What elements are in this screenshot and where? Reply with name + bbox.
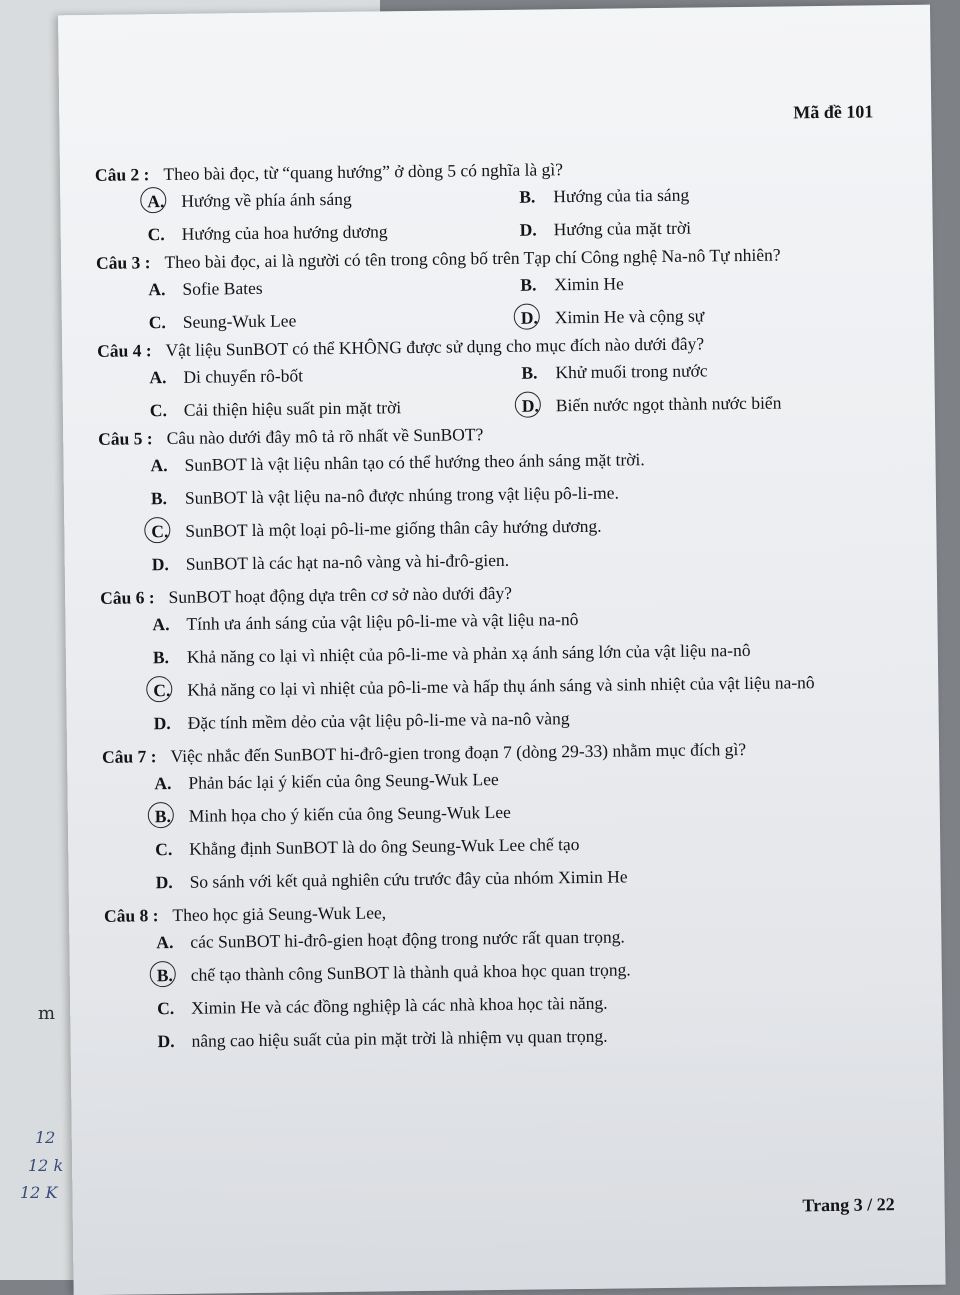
answer-option[interactable] [520,270,920,296]
answer-text: các SunBOT hi-đrô-gien hoạt động trong nước rất quan trọng. [190,926,625,952]
question-text: Vật liệu SunBOT có thể KHÔNG được sử dụng cho mục đích nào dưới đây? [165,333,705,361]
answer-text: chế tạo thành công SunBOT là thành quả khoa học quan trọng. [190,959,631,985]
answer-option[interactable] [152,545,890,575]
answer-letter: C. [155,838,173,860]
question-header [102,737,892,768]
question-text: SunBOT hoạt động dựa trên cơ sở nào dưới đây? [168,582,513,608]
answer-letter: B. [152,647,170,668]
answer-text: Hướng của tia sáng [553,184,690,207]
answer-letter: A. [147,191,175,212]
answer-letter: D. [155,871,173,893]
answer-text: SunBOT là một loại pô-li-me giống thân cây hướng dương. [185,515,602,541]
answer-letter: B. [155,806,183,827]
answer-option[interactable] [156,923,894,953]
answer-letter: B. [521,362,538,383]
answer-letter: A. [154,772,172,794]
question-text: Theo học giả Seung-Wuk Lee, [172,902,387,925]
answer-letter: C. [153,680,181,701]
page-number: Trang 3 / 22 [802,1194,895,1216]
answer-option[interactable] [154,764,892,794]
question-label: Câu 7 : [101,746,157,767]
exam-code: Mã đề 101 [793,101,874,123]
answer-text: Sofie Bates [182,277,263,299]
answer-letter: C. [151,521,179,542]
answer-option[interactable] [157,989,895,1019]
answer-options [154,764,893,893]
question [97,331,888,422]
answer-text: Tính ưa ánh sáng của vật liệu pô-li-me và vật liệu na-nô [186,609,579,634]
answer-option[interactable] [522,391,922,417]
answer-text: Hướng về phía ánh sáng [181,188,352,211]
answer-letter: C. [147,224,165,245]
question-header [104,896,894,927]
answer-text: Seung-Wuk Lee [182,310,297,332]
answer-option[interactable] [519,182,919,208]
answer-text: SunBOT là vật liệu na-nô được nhúng trong vật liệu pô-li-me. [184,482,619,508]
answer-text: SunBOT là các hạt na-nô vàng và hi-đrô-gien. [185,549,510,574]
question-header [100,578,890,609]
answer-letter: D. [522,395,550,416]
answer-option[interactable] [148,275,520,301]
question [96,243,887,334]
answer-text: Ximin He [554,273,624,295]
question-text: Việc nhắc đến SunBOT hi-đrô-gien trong đoạn 7 (dòng 29-33) nhằm mục đích gì? [170,738,747,767]
answer-letter: D. [153,713,171,734]
answer-option[interactable] [150,396,522,422]
answer-option[interactable] [156,863,894,893]
question [100,578,892,735]
answer-text: SunBOT là vật liệu nhân tạo có thể hướng theo ánh sáng mặt trời. [184,449,645,475]
answer-text: Khẳng định SunBOT là do ông Seung-Wuk Lee chế tạo [189,834,580,859]
answer-letter: C. [149,400,168,421]
answer-text: Khả năng co lại vì nhiệt của pô-li-me và phản xạ ánh sáng lớn của vật liệu na-nô [186,639,751,667]
answer-letter: B. [157,965,185,986]
margin-note: m [38,1003,56,1024]
margin-note: 12 [35,1128,56,1147]
question-text: Theo bài đọc, ai là người có tên trong công bố trên Tạp chí Công nghệ Na-nô Tự nhiên? [164,244,781,273]
answer-text: Minh họa cho ý kiến của ông Seung-Wuk Lee [188,801,511,826]
question-header [96,243,886,274]
answer-option[interactable] [157,956,895,986]
question-header [98,419,888,450]
question-header [97,331,887,362]
answer-option[interactable] [152,605,890,635]
answer-letter: A. [156,931,174,953]
answer-text: So sánh với kết quả nghiên cứu trước đây của nhóm Ximin He [189,866,628,892]
answer-options [148,270,887,333]
question-label: Câu 6 : [100,587,155,608]
answer-option[interactable] [520,215,920,241]
exam-page [58,5,946,1295]
answer-option[interactable] [153,638,891,668]
answer-letter: D. [519,219,537,240]
answer-letter: A. [148,279,166,300]
answer-option[interactable] [157,1022,895,1052]
answer-option[interactable] [151,479,889,509]
answer-option[interactable] [147,187,519,213]
question-label: Câu 3 : [95,252,151,273]
answer-options [150,446,889,575]
question [98,419,890,576]
answer-letter: D. [151,554,169,575]
answer-text: Phản bác lại ý kiến của ông Seung-Wuk Lee [188,769,499,793]
answer-text: Ximin He và các đồng nghiệp là các nhà khoa học tài năng. [191,992,608,1018]
margin-note: 12 k [28,1156,64,1175]
answer-letter: A. [150,455,168,476]
answer-option[interactable] [521,303,921,329]
answer-text: Khả năng co lại vì nhiệt của pô-li-me và hấp thụ ánh sáng và sinh nhiệt của vật liệu na-nô [187,672,815,700]
question-list [95,155,896,1065]
answer-letter: B. [520,274,537,295]
answer-text: Ximin He và cộng sự [554,305,705,328]
answer-letter: B. [150,488,168,509]
answer-options [156,923,895,1052]
answer-option[interactable] [521,358,921,384]
answer-text: Đặc tính mềm dẻo của vật liệu pô-li-me và na-nô vàng [187,708,570,733]
answer-letter: C. [157,997,175,1019]
answer-option[interactable] [148,220,520,246]
answer-text: Biến nước ngọt thành nước biển [555,392,782,416]
question-label: Câu 8 : [103,905,159,926]
answer-option[interactable] [154,704,892,734]
answer-option[interactable] [151,512,889,542]
question [102,737,894,894]
answer-text: Hướng của hoa hướng dương [181,221,388,244]
answer-text: Hướng của mặt trời [553,217,692,240]
answer-option[interactable] [149,308,521,334]
question-label: Câu 5 : [98,428,153,449]
question-text: Theo bài đọc, từ “quang hướng” ở dòng 5 có nghĩa là gì? [163,159,564,185]
answer-options [149,358,888,421]
answer-letter: A. [152,614,170,635]
answer-option[interactable] [155,830,893,860]
answer-letter: A. [149,367,167,388]
answer-text: Di chuyển rô-bốt [183,365,304,387]
question [104,896,896,1053]
answer-text: nâng cao hiệu suất của pin mặt trời là nhiệm vụ quan trọng. [191,1025,608,1051]
answer-options [147,182,886,245]
answer-text: Cải thiện hiệu suất pin mặt trời [183,397,402,420]
answer-text: Khử muối trong nước [555,360,708,383]
answer-option[interactable] [149,363,521,389]
question-header [95,155,885,186]
answer-letter: D. [521,307,549,328]
answer-option[interactable] [153,671,891,701]
question-label: Câu 4 : [97,340,152,361]
question-label: Câu 2 : [94,164,150,185]
answer-letter: B. [519,186,536,207]
answer-option[interactable] [150,446,888,476]
question-text: Câu nào dưới đây mô tả rõ nhất về SunBOT? [166,424,484,449]
answer-options [152,605,891,734]
question [95,155,886,246]
answer-option[interactable] [155,797,893,827]
answer-letter: C. [148,312,166,333]
margin-note: 12 K [20,1183,58,1202]
answer-letter: D. [157,1030,175,1052]
